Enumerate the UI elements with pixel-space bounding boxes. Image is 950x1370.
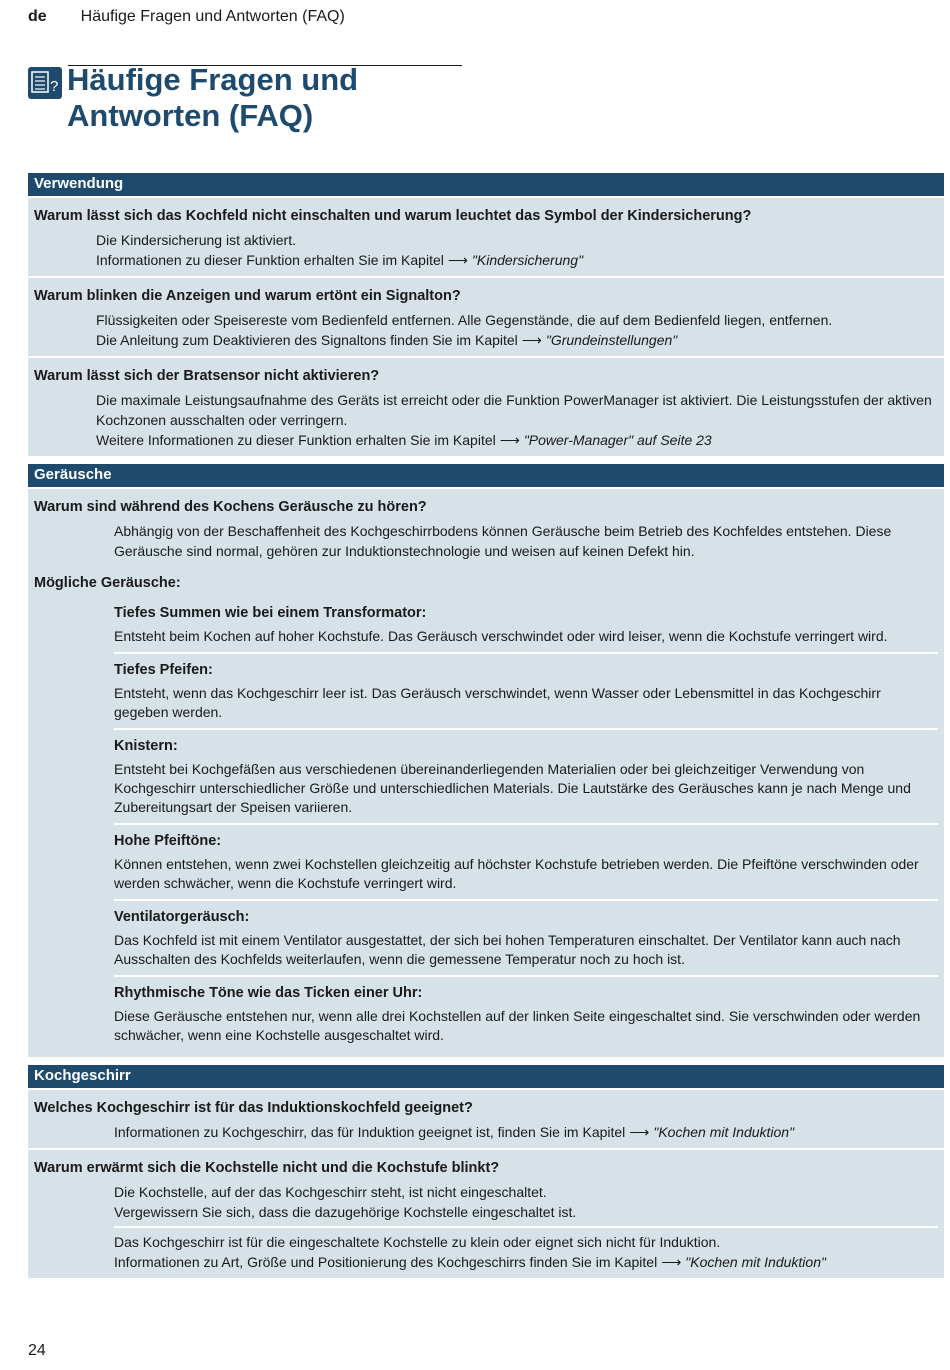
question: Warum erwärmt sich die Kochstelle nicht und die Kochstufe blinkt? (34, 1160, 500, 1176)
question: Warum lässt sich der Bratsensor nicht aktivieren? (34, 368, 380, 384)
noise-title: Tiefes Summen wie bei einem Transformator: (114, 605, 427, 621)
noise-item (114, 899, 938, 975)
answer: Informationen zu dieser Funktion erhalten Sie im Kapitel ⟶ "Kindersicherung" (96, 252, 584, 268)
language-code: de (28, 8, 47, 25)
arrow-icon: ⟶ (447, 252, 468, 268)
header-title: Häufige Fragen und Antworten (FAQ) (80, 8, 345, 25)
answer: Informationen zu Art, Größe und Positionierung des Kochgeschirrs finden Sie im Kapitel ⟶ "Kochen mit Induktion" (114, 1254, 826, 1270)
faq-icon (28, 67, 62, 99)
answer: Die Kindersicherung ist aktiviert. (96, 232, 296, 248)
answer: Die maximale Leistungsaufnahme des Geräts ist erreicht oder die Funktion PowerManager ist aktiviert. Die Leistungsstufen der aktiven Kochzonen ausschalten oder verringern. (96, 392, 932, 428)
section-header-kochgeschirr: Kochgeschirr (28, 1065, 944, 1088)
faq-item (28, 356, 944, 456)
noise-item (114, 728, 938, 823)
faq-item (28, 1088, 944, 1148)
divider (114, 1226, 938, 1228)
chapter-link[interactable]: "Kochen mit Induktion" (653, 1124, 795, 1140)
noise-title: Knistern: (114, 738, 178, 754)
answer: Vergewissern Sie sich, dass die dazugehörige Kochstelle eingeschaltet ist. (114, 1204, 577, 1220)
answer: Die Anleitung zum Deaktivieren des Signaltons finden Sie im Kapitel ⟶ "Grundeinstellungen" (96, 332, 678, 348)
faq-item (28, 196, 944, 276)
faq-item (28, 1148, 944, 1278)
noise-title: Rhythmische Töne wie das Ticken einer Uhr: (114, 985, 423, 1001)
question: Welches Kochgeschirr ist für das Induktionskochfeld geeignet? (34, 1100, 473, 1116)
answer: Flüssigkeiten oder Speisereste vom Bedienfeld entfernen. Alle Gegenstände, die auf dem Bedienfeld liegen, entfernen. (96, 312, 833, 328)
question: Warum blinken die Anzeigen und warum ertönt ein Signalton? (34, 288, 461, 304)
noise-item (114, 975, 938, 1051)
page-title: Häufige Fragen und Antworten (FAQ) (67, 62, 359, 133)
noise-item (114, 823, 938, 899)
noise-description: Können entstehen, wenn zwei Kochstellen gleichzeitig auf höchster Kochstufe betrieben werden. Die Pfeiftöne verschwinden oder werden schwächer, wenn die Kochstufe verringert wird. (114, 856, 919, 891)
noise-description: Entsteht bei Kochgefäßen aus verschiedenen übereinanderliegenden Materialien oder bei gleichzeitiger Verwendung von Kochgeschirr unterschiedlicher Größe und unterschiedlichen Materials. Die Lautstärke des Geräusches kann je nach Menge und Zubereitungsart der Speisen variieren. (114, 761, 911, 815)
noise-description: Diese Geräusche entstehen nur, wenn alle drei Kochstellen auf der linken Seite eingeschaltet sind. Sie verschwinden oder werden schwächer, wenn eine Kochstelle ausgeschaltet wird. (114, 1008, 921, 1043)
section-header-geraeusche: Geräusche (28, 464, 944, 487)
arrow-icon: ⟶ (661, 1254, 682, 1270)
noise-description: Das Kochfeld ist mit einem Ventilator ausgestattet, der sich bei hohen Temperaturen einschaltet. Der Ventilator kann auch nach Ausschalten des Kochfelds weiterlaufen, wenn die gemessene Temperatur noch zu hoch ist. (114, 932, 901, 967)
answer: Die Kochstelle, auf der das Kochgeschirr steht, ist nicht eingeschaltet. (114, 1184, 547, 1200)
noise-title: Ventilatorgeräusch: (114, 909, 250, 925)
arrow-icon: ⟶ (499, 432, 520, 448)
answer: Informationen zu Kochgeschirr, das für Induktion geeignet ist, finden Sie im Kapitel ⟶ "Kochen mit Induktion" (114, 1124, 795, 1140)
chapter-link[interactable]: "Power-Manager" auf Seite 23 (523, 432, 712, 448)
page-number: 24 (28, 1342, 46, 1359)
answer: Das Kochgeschirr ist für die eingeschaltete Kochstelle zu klein oder eignet sich nicht für Induktion. (114, 1234, 721, 1250)
noise-title: Hohe Pfeiftöne: (114, 833, 222, 849)
answer: Weitere Informationen zu dieser Funktion erhalten Sie im Kapitel ⟶ "Power-Manager" auf Seite 23 (96, 432, 712, 448)
noise-description: Entsteht, wenn das Kochgeschirr leer ist. Das Geräusch verschwindet, wenn Wasser oder Lebensmittel in das Kochgeschirr gegeben werden. (114, 685, 881, 720)
arrow-icon: ⟶ (629, 1124, 650, 1140)
possible-noises-heading: Mögliche Geräusche: (34, 575, 181, 591)
answer: Abhängig von der Beschaffenheit des Kochgeschirrbodens können Geräusche beim Betrieb des Kochfeldes entstehen. Diese Geräusche sind normal, gehören zur Induktionstechnologie und weisen auf keinen Defekt hin. (114, 523, 892, 559)
question: Warum lässt sich das Kochfeld nicht einschalten und warum leuchtet das Symbol der Kindersicherung? (34, 208, 752, 224)
chapter-link[interactable]: "Grundeinstellungen" (545, 332, 678, 348)
arrow-icon: ⟶ (521, 332, 542, 348)
section-header-verwendung: Verwendung (28, 173, 944, 196)
noise-title: Tiefes Pfeifen: (114, 662, 213, 678)
noise-description: Entsteht beim Kochen auf hoher Kochstufe. Das Geräusch verschwindet oder wird leiser, wenn die Kochstufe verringert wird. (114, 628, 888, 644)
page-header (28, 8, 345, 26)
chapter-link[interactable]: "Kindersicherung" (471, 252, 584, 268)
faq-item (28, 487, 944, 1057)
faq-content (28, 173, 944, 1278)
noise-list (34, 597, 938, 1051)
question: Warum sind während des Kochens Geräusche zu hören? (34, 499, 427, 515)
svg-text:?: ? (50, 78, 59, 95)
noise-item (114, 597, 938, 652)
noise-item (114, 652, 938, 728)
faq-item (28, 276, 944, 356)
chapter-link[interactable]: "Kochen mit Induktion" (685, 1254, 826, 1270)
